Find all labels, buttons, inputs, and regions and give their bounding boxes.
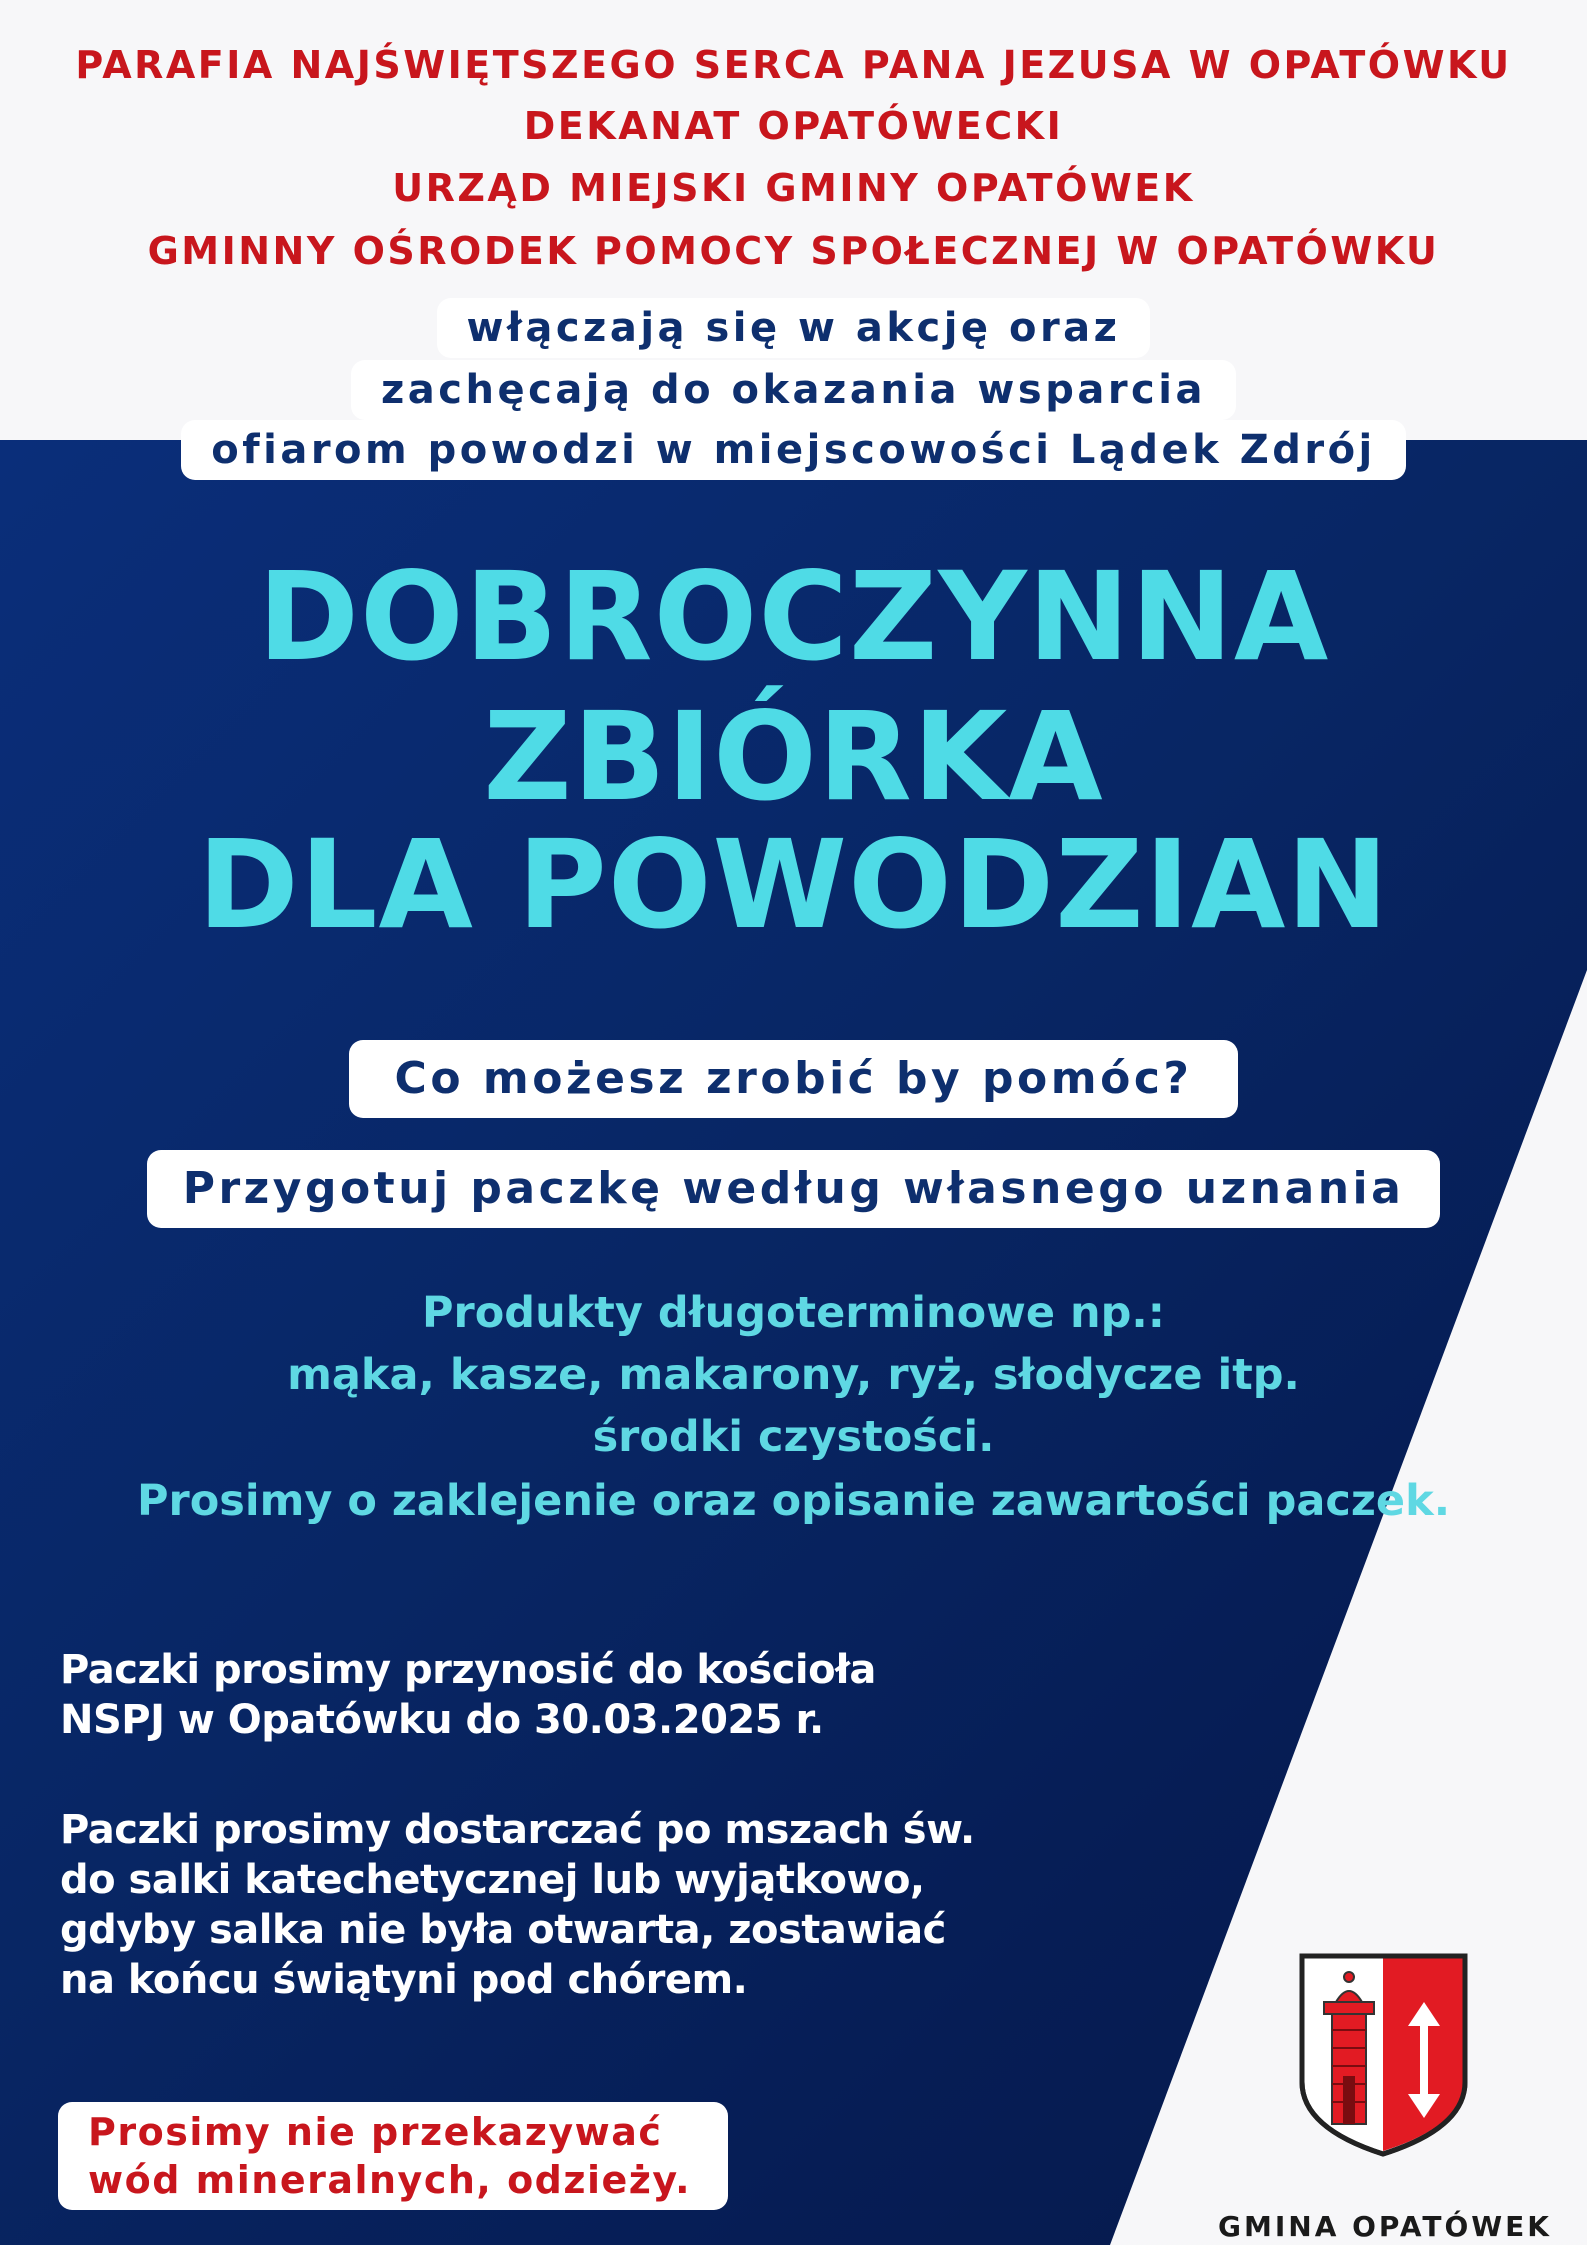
delivery-line-1: Paczki prosimy przynosić do kościoła (60, 1647, 876, 1693)
intro-line-3 (0, 420, 1587, 480)
products-food: mąka, kasze, makarony, ryż, słodycze itp. (287, 1350, 1300, 1400)
organizer-parish: PARAFIA NAJŚWIĘTSZEGO SERCA PANA JEZUSA W OPATÓWKU (75, 43, 1512, 87)
organizer-deanery: DEKANAT OPATÓWECKI (523, 104, 1064, 148)
question-box (0, 1040, 1587, 1118)
warning-line-1: Prosimy nie przekazywać (88, 2110, 663, 2154)
headline-line-3: DLA POWODZIAN (197, 814, 1390, 956)
intro-line-1 (0, 298, 1587, 358)
instruction-text: Przygotuj paczkę według własnego uznania (147, 1150, 1441, 1228)
coat-of-arms-icon (1296, 1950, 1471, 2160)
delivery-line-2: NSPJ w Opatówku do 30.03.2025 r. (60, 1697, 824, 1743)
headline-line-1: DOBROCZYNNA (257, 546, 1330, 688)
organizer-social-welfare-center: GMINNY OŚRODEK POMOCY SPOŁECZNEJ W OPATÓWKU (147, 229, 1440, 273)
intro-text-3: ofiarom powodzi w miejscowości Lądek Zdrój (181, 420, 1406, 480)
products-packing-note: Prosimy o zaklejenie oraz opisanie zawartości paczek. (136, 1476, 1451, 1526)
drop-off-line-4: na końcu świątyni pod chórem. (60, 1957, 748, 2003)
intro-text-2: zachęcają do okazania wsparcia (351, 360, 1236, 420)
drop-off-line-1: Paczki prosimy dostarczać po mszach św. (60, 1807, 975, 1853)
instruction-box (0, 1150, 1587, 1228)
organizer-town-office: URZĄD MIEJSKI GMINY OPATÓWEK (392, 166, 1195, 210)
warning-box (58, 2102, 728, 2210)
municipality-name: GMINA OPATÓWEK (1218, 2210, 1552, 2243)
drop-off-line-2: do salki katechetycznej lub wyjątkowo, (60, 1857, 925, 1903)
products-heading: Produkty długoterminowe np.: (422, 1288, 1165, 1338)
intro-line-2 (0, 360, 1587, 420)
products-cleaning: środki czystości. (592, 1412, 995, 1462)
warning-line-2: wód mineralnych, odzieży. (88, 2158, 692, 2202)
drop-off-line-3: gdyby salka nie była otwarta, zostawiać (60, 1907, 946, 1953)
headline-line-2: ZBIÓRKA (483, 686, 1104, 828)
question-text: Co możesz zrobić by pomóc? (349, 1040, 1239, 1118)
intro-text-1: włączają się w akcję oraz (437, 298, 1151, 358)
